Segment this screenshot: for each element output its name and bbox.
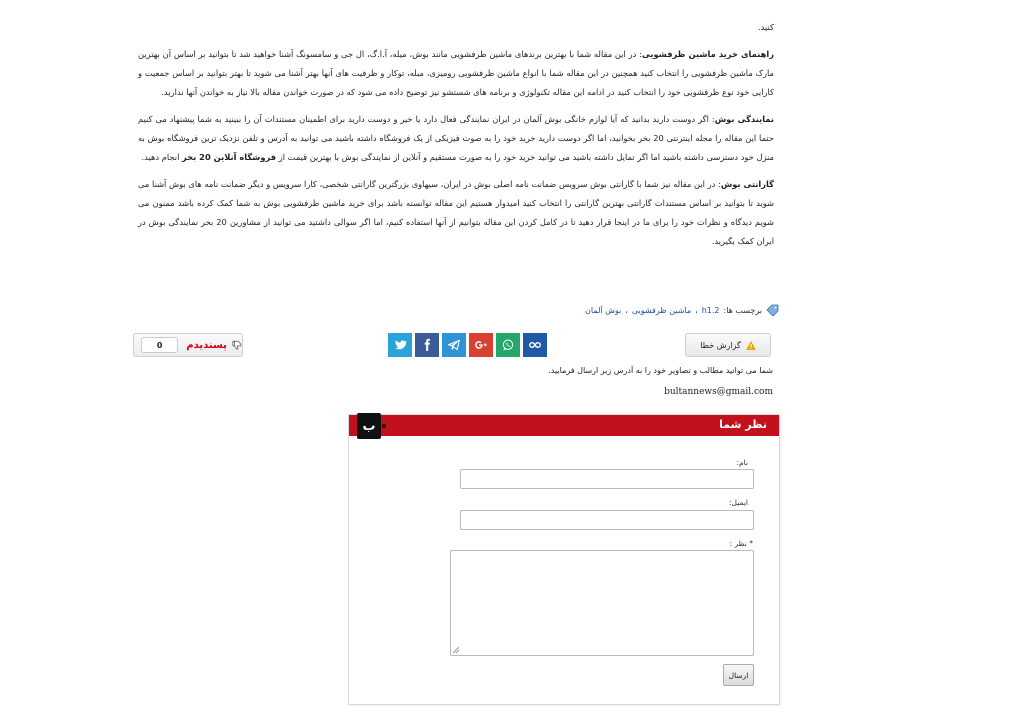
telegram-share-button[interactable]	[442, 333, 466, 357]
email-label: ایمیل:	[729, 498, 748, 507]
badge-dot	[382, 424, 386, 428]
email-input[interactable]	[460, 510, 754, 530]
googleplus-icon	[474, 338, 488, 352]
article-body	[138, 18, 774, 259]
article-paragraph	[138, 18, 774, 37]
report-error-label: گزارش خطا	[700, 340, 741, 350]
tag-separator: ،	[625, 305, 628, 315]
tag-link[interactable]: بوش آلمان	[585, 305, 622, 315]
share-bar	[388, 333, 547, 357]
name-label: نام:	[736, 458, 748, 467]
comment-textarea[interactable]	[450, 550, 754, 656]
paragraph-lead: گارانتی بوش	[720, 179, 774, 189]
comment-form	[348, 414, 780, 705]
paragraph-lead: راهنمای خرید ماشین ظرفشویی	[641, 49, 774, 59]
comment-form-header	[349, 415, 779, 436]
submit-button[interactable]: ارسال	[723, 664, 754, 686]
article-paragraph	[138, 45, 774, 102]
paragraph-lead: نمایندگی بوش	[714, 114, 774, 124]
article-paragraph	[138, 110, 774, 167]
infinity-share-button[interactable]	[523, 333, 547, 357]
warning-icon	[746, 341, 756, 350]
paragraph-text: کنید.	[758, 22, 774, 32]
paragraph-text: : اگر دوست دارید بدانید که آیا لوازم خانگی بوش آلمان در ایران نمایندگی فعال دارد یا خیر و دوست دارید برای اطمینان مستندات آن را ببینید به شما پیشنهاد می کنیم حتما این مقاله را مجله اینترنتی 20 بخر بخوانید، اما اگر دوست دارید خرید خود را به صوت فیزیکی از یک فروشگاه داشته باشید می توانید به آدرس و تلفن نزدیک ترین فروشگاه بوش به منزل خود دسترسی داشته باشید اما اگر تمایل داشته باشید می توانید خرید خود را به صورت مستقیم و آنلاین از نمایندگی بوش با بهترین قیمت از	[138, 114, 774, 162]
tag-link[interactable]: ماشین ظرفشویی	[631, 305, 692, 315]
twitter-share-button[interactable]	[388, 333, 412, 357]
googleplus-share-button[interactable]	[469, 333, 493, 357]
like-count: 0	[141, 337, 178, 353]
twitter-icon	[393, 338, 407, 352]
store-link[interactable]: فروشگاه آنلاین 20 بخر	[182, 152, 277, 162]
site-badge: ب	[357, 413, 381, 439]
paragraph-text: : در این مقاله نیز شما با گارانتی بوش سرویس ضمانت نامه اصلی بوش در ایران، سیهاوی بزرگترین گارانتی شخصی، کارا سرویس و دیگر ضمانت نامه های بوش آشنا می شوید تا بتوانید بر اساس مستندات گارانتی بهترین گارانتی را انتخاب کنید امیدوار هستیم این مقاله توانسته باشد برای خرید ماشین ظرفشویی بوش به شما کمک کرده باشد ممنون می شویم دیدگاه و نظرات خود را برای ما در اینجا قرار دهید تا در کامل کردن این مقاله بتوانیم از آنها استفاده کنیم، اما اگر سوالی داشتید می توانید از مشاورین 20 بخر نمایندگی بوش در ایران کمک بگیرید.	[138, 179, 774, 246]
whatsapp-share-button[interactable]	[496, 333, 520, 357]
submission-note: شما می توانید مطالب و تصاویر خود را به آدرس زیر ارسال فرمایید.	[548, 366, 773, 375]
facebook-icon	[420, 338, 434, 352]
paragraph-text: انجام دهید.	[141, 152, 183, 162]
contact-email: bultannews@gmail.com	[664, 387, 773, 397]
comment-label: * نظر :	[729, 539, 753, 548]
tag-icon	[766, 304, 780, 316]
telegram-icon	[447, 338, 461, 352]
tag-link[interactable]: h1.2	[701, 305, 720, 315]
infinity-icon	[528, 338, 542, 352]
whatsapp-icon	[501, 338, 515, 352]
tags-row	[585, 304, 780, 316]
report-error-button[interactable]	[685, 333, 771, 357]
resize-handle[interactable]	[453, 647, 459, 653]
name-input[interactable]	[460, 469, 754, 489]
like-button[interactable]	[133, 333, 243, 357]
article-paragraph	[138, 175, 774, 251]
comment-form-title: نظر شما	[719, 418, 767, 431]
paragraph-text: : در این مقاله شما با بهترین برندهای ماشین ظرفشویی مانند بوش، میله، آ.ا.گ، ال جی و سامسونگ آشنا خواهید شد تا بتوانید بر اساس آن بهترین مارک ماشین ظرفشویی را انتخاب کنید همچنین در این مقاله شما با انواع ماشین ظرفشویی رومیزی، مبله، توکار و ظرفیت های آنها بهتر آشنا می شوید تا بهتر بتوانید بر اساس جمعیت و کارایی خود نوع ظرفشویی خود را انتخاب کنید در ادامه این مقاله تکنولوژی و برنامه های شستشو نیز توضیح داده می شود که در صورت خواندن مقاله بالا نیاز به خواندن آنها ندارید.	[138, 49, 774, 97]
like-label: پسندیدم	[186, 339, 227, 351]
tag-separator: ،	[695, 305, 698, 315]
tags-label: برچسب ها:	[723, 305, 762, 315]
thumbs-down-icon	[232, 339, 242, 351]
facebook-share-button[interactable]	[415, 333, 439, 357]
